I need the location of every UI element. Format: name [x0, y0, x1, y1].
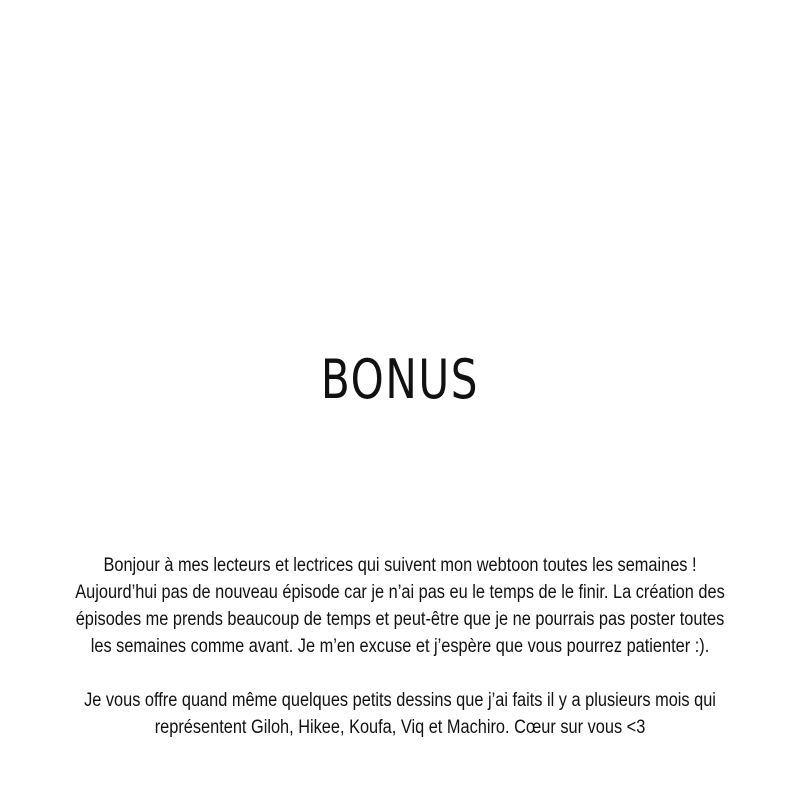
- message-line: représentent Giloh, Hikee, Koufa, Viq et Machiro. Cœur sur vous <3: [154, 717, 646, 738]
- message-line: Bonjour à mes lecteurs et lectrices qui suivent mon webtoon toutes les semaines !: [103, 555, 697, 576]
- message-paragraph-1: [56, 552, 744, 660]
- paragraph-spacer: [0, 660, 800, 687]
- message-line: Aujourd’hui pas de nouveau épisode car je n’ai pas eu le temps de le finir. La création des: [75, 582, 725, 603]
- message-line: Je vous offre quand même quelques petits dessins que j’ai faits il y a plusieurs mois qui: [84, 690, 716, 711]
- page-title: BONUS: [320, 348, 480, 411]
- message-line: épisodes me prends beaucoup de temps et peut-être que je ne pourrais pas poster toutes: [75, 609, 725, 630]
- message-paragraph-2: [56, 687, 744, 741]
- message-line: les semaines comme avant. Je m’en excuse et j’espère que vous pourrez patienter :).: [90, 636, 710, 657]
- author-message: [0, 552, 800, 741]
